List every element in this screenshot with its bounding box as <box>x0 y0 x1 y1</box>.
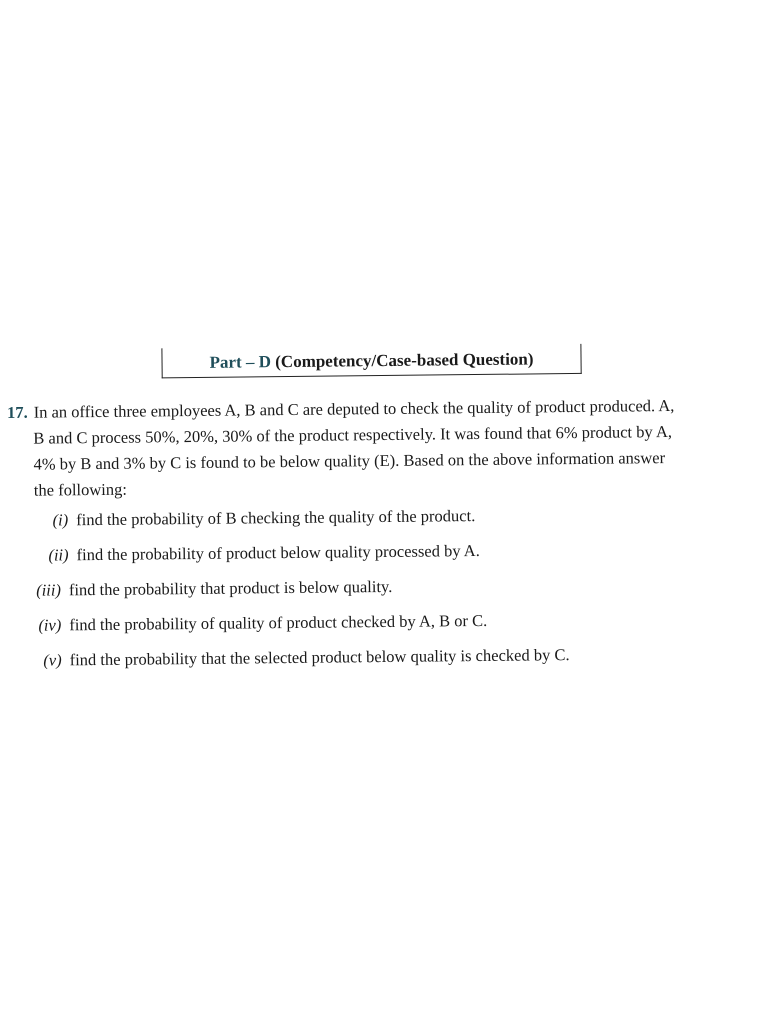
section-header <box>161 344 581 378</box>
sub-question-label: (iv) <box>38 615 62 635</box>
question-text-line-1: In an office three employees A, B and C are deputed to check the quality of product produced. A, <box>33 395 675 422</box>
question-17 <box>7 392 748 504</box>
sub-question-label: (v) <box>43 650 62 670</box>
sub-question-v <box>30 638 750 681</box>
part-label: Part – D <box>209 352 272 372</box>
question-text-line-2: B and C process 50%, 20%, 30% of the product respectively. It was found that 6% product by A, <box>33 421 673 448</box>
section-title: (Competency/Case-based Question) <box>275 349 534 372</box>
question-number: 17. <box>6 402 28 422</box>
sub-question-label: (i) <box>52 510 69 530</box>
sub-questions <box>28 498 750 681</box>
question-text-line-4: the following: <box>33 479 128 500</box>
sub-question-label: (iii) <box>36 580 62 600</box>
sub-question-text: find the probability of product below quality processed by A. <box>76 541 480 565</box>
sub-question-text: find the probability that the selected product below quality is checked by C. <box>69 645 570 670</box>
sub-question-label: (ii) <box>48 545 69 565</box>
sub-question-text: find the probability that product is below quality. <box>68 576 393 600</box>
question-text-line-3: 4% by B and 3% by C is found to be below quality (E). Based on the above information answer <box>33 448 666 474</box>
sub-question-text: find the probability of quality of product checked by A, B or C. <box>69 610 488 635</box>
sub-question-text: find the probability of B checking the quality of the product. <box>76 506 476 530</box>
